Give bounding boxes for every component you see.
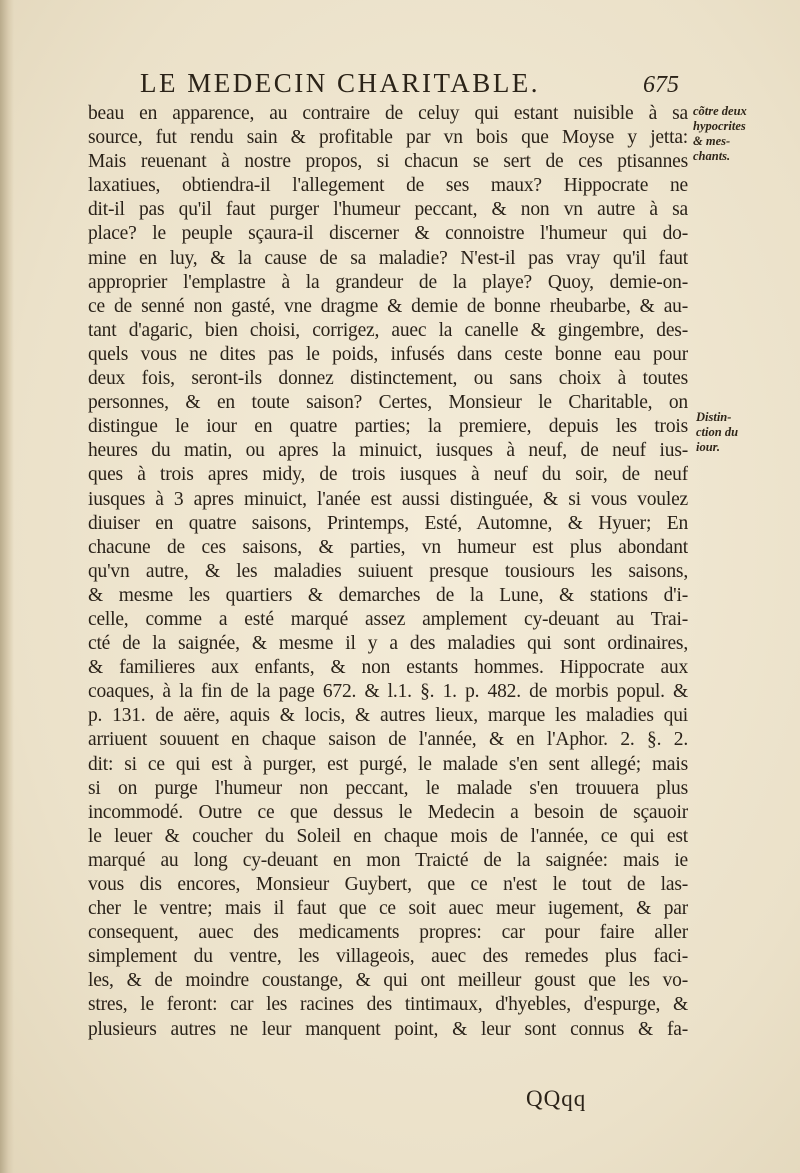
text-line: chacune de ces saisons, & parties, vn humeur est plus abondant: [88, 536, 688, 558]
text-line: approprier l'emplastre à la grandeur de la playe? Quoy, demie-on-: [88, 271, 688, 293]
text-line: diuiser en quatre saisons, Printemps, Esté, Automne, & Hyuer; En: [88, 512, 688, 534]
text-line: laxatiues, obtiendra-il l'allegement de ses maux? Hippocrate ne: [88, 175, 688, 197]
binding-gutter: [0, 0, 14, 1173]
text-line: heures du matin, ou apres la minuict, iusques à neuf, de neuf ius-: [88, 440, 688, 462]
body-text: [88, 102, 688, 1042]
text-line: distingue le iour en quatre parties; la premiere, depuis les trois: [88, 416, 688, 438]
margin-note-distinction: Distin- ction du iour.: [696, 410, 739, 454]
text-line: dit-il pas qu'il faut purger l'humeur peccant, & non vn autre à sa: [88, 199, 688, 221]
text-line: place? le peuple sçaura-il discerner & connoistre l'humeur qui do-: [88, 223, 688, 245]
text-line: & mesme les quartiers & demarches de la Lune, & stations d'i-: [88, 584, 688, 606]
text-line: arriuent souuent en chaque saison de l'année, & en l'Aphor. 2. §. 2.: [88, 729, 688, 751]
text-line: vous dis encores, Monsieur Guybert, que ce n'est le tout de las-: [88, 874, 688, 895]
page-header: [140, 68, 700, 104]
text-line: personnes, & en toute saison? Certes, Monsieur le Charitable, on: [88, 392, 688, 414]
text-line: cher le ventre; mais il faut que ce soit auec meur iugement, & par: [88, 898, 688, 920]
text-line: qu'vn autre, & les maladies suiuent presque tousiours les saisons,: [88, 560, 688, 582]
text-line: source, fut rendu sain & profitable par vn bois que Moyse y jetta:: [88, 127, 688, 149]
text-line: mine en luy, & la cause de sa maladie? N'est-il pas vray qu'il faut: [88, 247, 688, 269]
text-line: beau en apparence, au contraire de celuy qui estant nuisible à sa: [88, 103, 688, 124]
text-line: p. 131. de aëre, aquis & locis, & autres lieux, marque les maladies qui: [88, 705, 688, 727]
text-line: & familieres aux enfants, & non estants hommes. Hippocrate aux: [88, 657, 688, 679]
page-number: 675: [643, 72, 679, 98]
text-line: consequent, auec des medicaments propres: car pour faire aller: [88, 922, 688, 944]
text-line: si on purge l'humeur non peccant, le malade s'en trouuera plus: [88, 777, 688, 799]
text-line: ques à trois apres midy, de trois iusques à neuf du soir, de neuf: [88, 464, 688, 486]
text-line: quels vous ne dites pas le poids, infusés dans ceste bonne eau pour: [88, 343, 688, 365]
text-line: Mais reuenant à nostre propos, si chacun se sert de ces ptisannes: [88, 151, 688, 173]
text-line: stres, le feront: car les racines des tintimaux, d'hyebles, d'espurge, &: [88, 994, 688, 1016]
text-line: marqué au long cy-deuant en mon Traicté de la saignée: mais ie: [88, 849, 688, 871]
text-line: le leuer & coucher du Soleil en chaque mois de l'année, ce qui est: [88, 825, 688, 847]
text-line: deux fois, seront-ils donnez distinctement, ou sans choix à toutes: [88, 368, 688, 390]
text-line: dit: si ce qui est à purger, est purgé, le malade s'en sent allegé; mais: [88, 753, 688, 775]
signature-mark: QQqq: [526, 1086, 587, 1111]
text-line: plusieurs autres ne leur manquent point, & leur sont connus & fa-: [88, 1018, 688, 1040]
text-line: incommodé. Outre ce que dessus le Medecin a besoin de sçauoir: [88, 801, 688, 823]
text-line: ce de senné non gasté, vne dragme & demie de bonne rheubarbe, & au-: [88, 295, 688, 317]
text-line: cté de la saignée, & mesme il y a des maladies qui sont ordinaires,: [88, 633, 688, 655]
text-line: tant d'agaric, bien choisi, corrigez, auec la canelle & gingembre, des-: [88, 319, 688, 341]
text-line: celle, comme a esté marqué assez amplement cy-deuant au Trai-: [88, 608, 688, 630]
text-line: coaques, à la fin de la page 672. & l.1. §. 1. p. 482. de morbis popul. &: [88, 681, 688, 703]
running-title: LE MEDECIN CHARITABLE.: [140, 68, 541, 98]
text-line: simplement du ventre, les villageois, auec des remedes plus faci-: [88, 946, 688, 968]
text-line: iusques à 3 apres minuict, l'anée est aussi distinguée, & si vous voulez: [88, 488, 688, 510]
text-line: les, & de moindre coustange, & qui ont meilleur goust que les vo-: [88, 970, 688, 992]
margin-note-hypocrites: cõtre deux hypocrites & mes- chants.: [693, 104, 747, 163]
